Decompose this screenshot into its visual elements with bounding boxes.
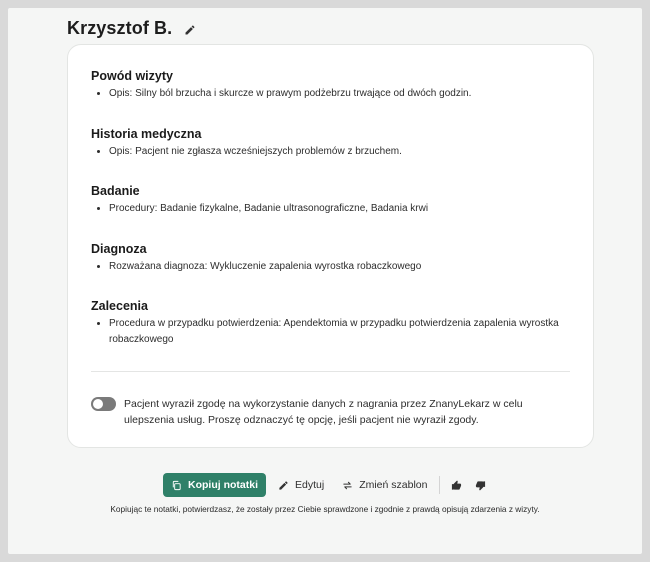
section-list xyxy=(91,316,570,348)
section-list xyxy=(91,86,570,102)
section-recommendations xyxy=(91,299,570,348)
edit-button[interactable] xyxy=(270,473,332,497)
copy-notes-label: Kopiuj notatki xyxy=(188,479,258,491)
section-visit-reason xyxy=(91,69,570,102)
section-title: Diagnoza xyxy=(91,242,147,256)
change-template-button[interactable] xyxy=(334,473,435,497)
section-title: Badanie xyxy=(91,184,140,198)
patient-header xyxy=(67,18,196,39)
notes-panel xyxy=(8,8,642,554)
section-title: Powód wizyty xyxy=(91,69,173,83)
section-diagnosis xyxy=(91,242,570,275)
thumbs-down-icon xyxy=(475,480,486,491)
section-title: Zalecenia xyxy=(91,299,148,313)
section-examination xyxy=(91,184,570,217)
notes-card xyxy=(67,44,594,448)
list-item: • Procedury: Badanie fizykalne, Badanie ultrasonograficzne, Badania krwi xyxy=(109,201,570,217)
toggle-knob xyxy=(93,399,103,409)
action-bar xyxy=(163,473,492,497)
section-title: Historia medyczna xyxy=(91,127,202,141)
swap-icon xyxy=(342,480,353,491)
list-item: • Rozważana diagnoza: Wykluczenie zapalenia wyrostka robaczkowego xyxy=(109,259,570,275)
thumbs-up-button[interactable] xyxy=(444,473,468,497)
thumbs-up-icon xyxy=(451,480,462,491)
pencil-icon xyxy=(278,480,289,491)
thumbs-down-button[interactable] xyxy=(468,473,492,497)
patient-name: Krzysztof B. xyxy=(67,18,173,38)
disclaimer-note: Kopiując te notatki, potwierdzasz, że zostały przez Ciebie sprawdzone i zgodnie z prawdą opisują zdarzenia z wizyty. xyxy=(110,504,540,514)
edit-label: Edytuj xyxy=(295,479,325,491)
action-separator xyxy=(439,476,440,494)
consent-row xyxy=(91,396,570,428)
consent-toggle[interactable] xyxy=(91,397,116,411)
copy-notes-button[interactable] xyxy=(163,473,266,497)
section-medical-history xyxy=(91,127,570,160)
section-list xyxy=(91,259,570,275)
change-template-label: Zmień szablon xyxy=(359,479,428,491)
list-item: • Opis: Pacjent nie zgłasza wcześniejszych problemów z brzuchem. xyxy=(109,144,570,160)
list-item: • Opis: Silny ból brzucha i skurcze w prawym podżebrzu trwające od dwóch godzin. xyxy=(109,86,570,102)
copy-icon xyxy=(171,480,182,491)
section-list xyxy=(91,144,570,160)
pencil-icon[interactable] xyxy=(184,23,196,35)
consent-text: Pacjent wyraził zgodę na wykorzystanie danych z nagrania przez ZnanyLekarz w celu ulepszenia usług. Proszę odznaczyć tę opcję, jeśli pacjent nie wyraził zgody. xyxy=(124,398,523,426)
list-item: • Procedura w przypadku potwierdzenia: Apendektomia w przypadku potwierdzenia zapalenia wyrostka robaczkowego xyxy=(109,316,570,348)
section-list xyxy=(91,201,570,217)
divider xyxy=(91,371,570,372)
